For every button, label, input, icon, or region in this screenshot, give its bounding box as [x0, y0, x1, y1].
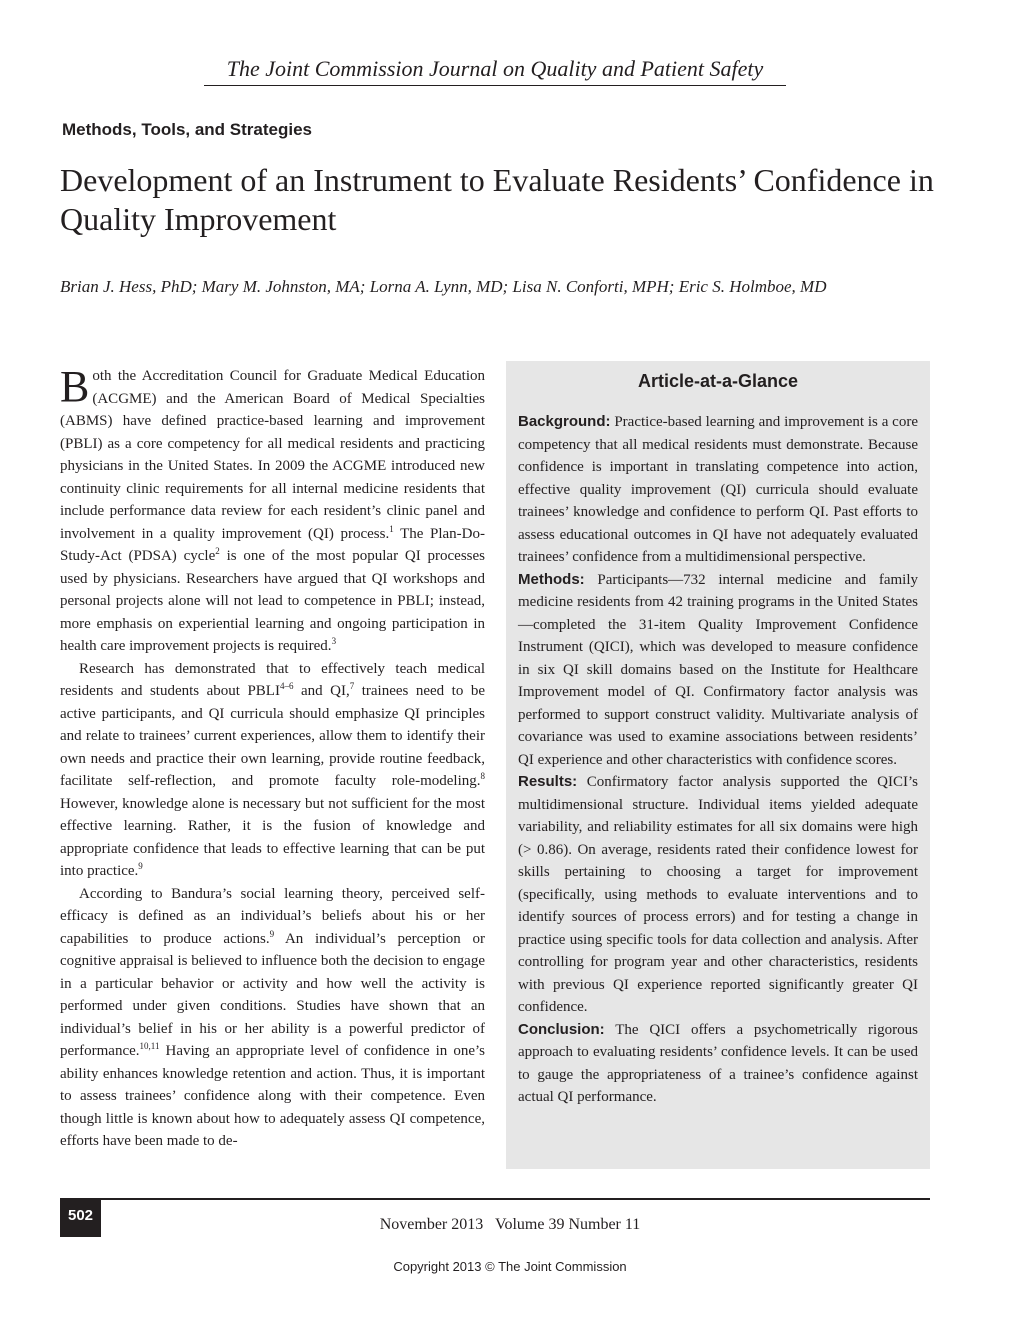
- glance-results: [518, 771, 918, 1019]
- text-run: Research has demonstrated that to effectively teach medical residents and students about PBLI: [60, 660, 485, 699]
- glance-text: The QICI offers a psychometrically rigorous approach to evaluating residents’ confidence levels. It can be used to gauge the appropriateness of a trainee’s confidence against actual QI performance.: [518, 1021, 918, 1105]
- glance-label: Methods:: [518, 570, 585, 588]
- citation-ref: 4–6: [279, 681, 294, 691]
- glance-label: Conclusion:: [518, 1020, 605, 1038]
- citation-ref: 10,11: [139, 1041, 160, 1051]
- text-run: is one of the most popular QI processes used by physicians. Researchers have argued that QI workshops and personal projects alone will not lead to competence in PBLI; instead, more emphasis on experiential learning and ongoing participation in health care improvement projects is required.: [60, 548, 485, 654]
- text-run: trainees need to be active participants, and QI curricula should emphasize QI principles and relate to trainees’ current experiences, allow them to identify their own needs and practice their own learning, provide routine feedback, facilitate self-reflection, and promote faculty role-modeling.: [60, 683, 485, 789]
- citation-ref: 9: [269, 928, 275, 939]
- section-heading: Methods, Tools, and Strategies: [62, 120, 312, 139]
- citation-ref: 3: [331, 636, 337, 646]
- citation-ref: 8: [480, 771, 485, 781]
- citation-ref: 1: [389, 523, 394, 534]
- glance-heading: Article-at-a-Glance: [637, 371, 799, 391]
- glance-label: Results:: [518, 773, 578, 790]
- citation-ref: 7: [349, 681, 355, 691]
- body-paragraph-3: [60, 883, 485, 1153]
- text-run: An individual’s perception or cognitive appraisal is believed to influence both the decision to engage in a particular behavior or activity and how well the activity is performed under given conditions. Studies have shown that an individual’s belief in his or her ability is a powerful predictor of performance.: [60, 930, 485, 1059]
- text-run: According to Bandura’s social learning theory, perceived self-efficacy is defined as an individual’s beliefs about his or her capabilities to produce actions.: [60, 885, 485, 947]
- body-paragraph-1: [60, 362, 485, 658]
- article-title: Development of an Instrument to Evaluate Residents’ Confidence in Quality Improvement: [60, 162, 934, 237]
- text-run: and QI,: [293, 683, 350, 699]
- glance-label: Background:: [518, 413, 611, 430]
- footer-rule: [60, 1198, 930, 1200]
- citation-ref: 2: [215, 546, 220, 556]
- citation-ref: 9: [138, 861, 143, 871]
- article-at-a-glance-box: [506, 361, 930, 1169]
- drop-cap: B: [60, 362, 90, 411]
- body-column: [60, 362, 485, 1153]
- text-run: oth the Accreditation Council for Graduate Medical Education (ACGME) and the American Board of Medical Specialties (ABMS) have defined practice-based learning and improvement (PBLI) as a core competency for all medical residents and practicing physicians in the United States. In 2009 the ACGME introduced new continuity clinic requirements for all internal medicine residents that include performance data review for each resident’s clinic panel and involvement in a quality improvement (QI) process.: [60, 368, 485, 542]
- page-number: 502: [60, 1198, 101, 1237]
- text-run: However, knowledge alone is necessary but not sufficient for the most effective learning. Rather, it is the fusion of knowledge and appropriate confidence that leads to effective learning that can be put into practice.: [60, 795, 485, 879]
- glance-background: [518, 411, 918, 569]
- glance-text: Confirmatory factor analysis supported the QICI’s multidimensional structure. Individual items yielded adequate variability, and reliability estimates for all six domains were high (> 0.86). On average, residents rated their confidence lowest for skills pertaining to choosing a target for improvement (specifically, using methods to evaluate interventions and to identify sources of process errors) and for testing a change in practice using specific tools for data collection and analysis. After controlling for program year and other characteristics, residents with previous QI experience reported significantly greater QI confidence.: [518, 774, 919, 1015]
- glance-text: Practice-based learning and improvement is a core competency that all medical residents must demonstrate. Because confidence is important in translating competence into action, effective quality improvement (QI) curricula should evaluate trainees’ knowledge and confidence to perform QI. Past efforts to assess educational outcomes in QI have not adequately evaluated trainees’ confidence from a multidimensional perspective.: [518, 414, 918, 565]
- glance-conclusion: [518, 1019, 918, 1109]
- text-run: The Plan-Do-Study-Act (PDSA) cycle: [60, 525, 485, 564]
- text-run: Having an appropriate level of confidence in one’s ability enhances knowledge retention and action. Thus, it is important to assess trainees’ confidence along with their competence. Even though little is known about how to adequately assess QI competence, efforts have been made to de-: [60, 1043, 485, 1149]
- author-list: Brian J. Hess, PhD; Mary M. Johnston, MA; Lorna A. Lynn, MD; Lisa N. Conforti, MPH; Eric S. Holmboe, MD: [60, 277, 827, 296]
- journal-title: The Joint Commission Journal on Quality and Patient Safety: [204, 55, 786, 86]
- body-paragraph-2: [60, 658, 485, 883]
- glance-text: Participants—732 internal medicine and family medicine residents from 42 training programs in the United States—completed the 31-item Quality Improvement Confidence Instrument (QICI), which was developed to measure confidence in six QI skill domains based on the Institute for Healthcare Improvement model of QI. Confirmatory factor analysis was performed to support construct validity. Multivariate analysis of covariance was used to examine associations between residents’ QI experience and other characteristics with confidence scores.: [518, 571, 919, 768]
- issue-info: November 2013 Volume 39 Number 11: [379, 1216, 641, 1233]
- glance-methods: [518, 569, 918, 772]
- copyright-notice: Copyright 2013 © The Joint Commission: [393, 1259, 627, 1274]
